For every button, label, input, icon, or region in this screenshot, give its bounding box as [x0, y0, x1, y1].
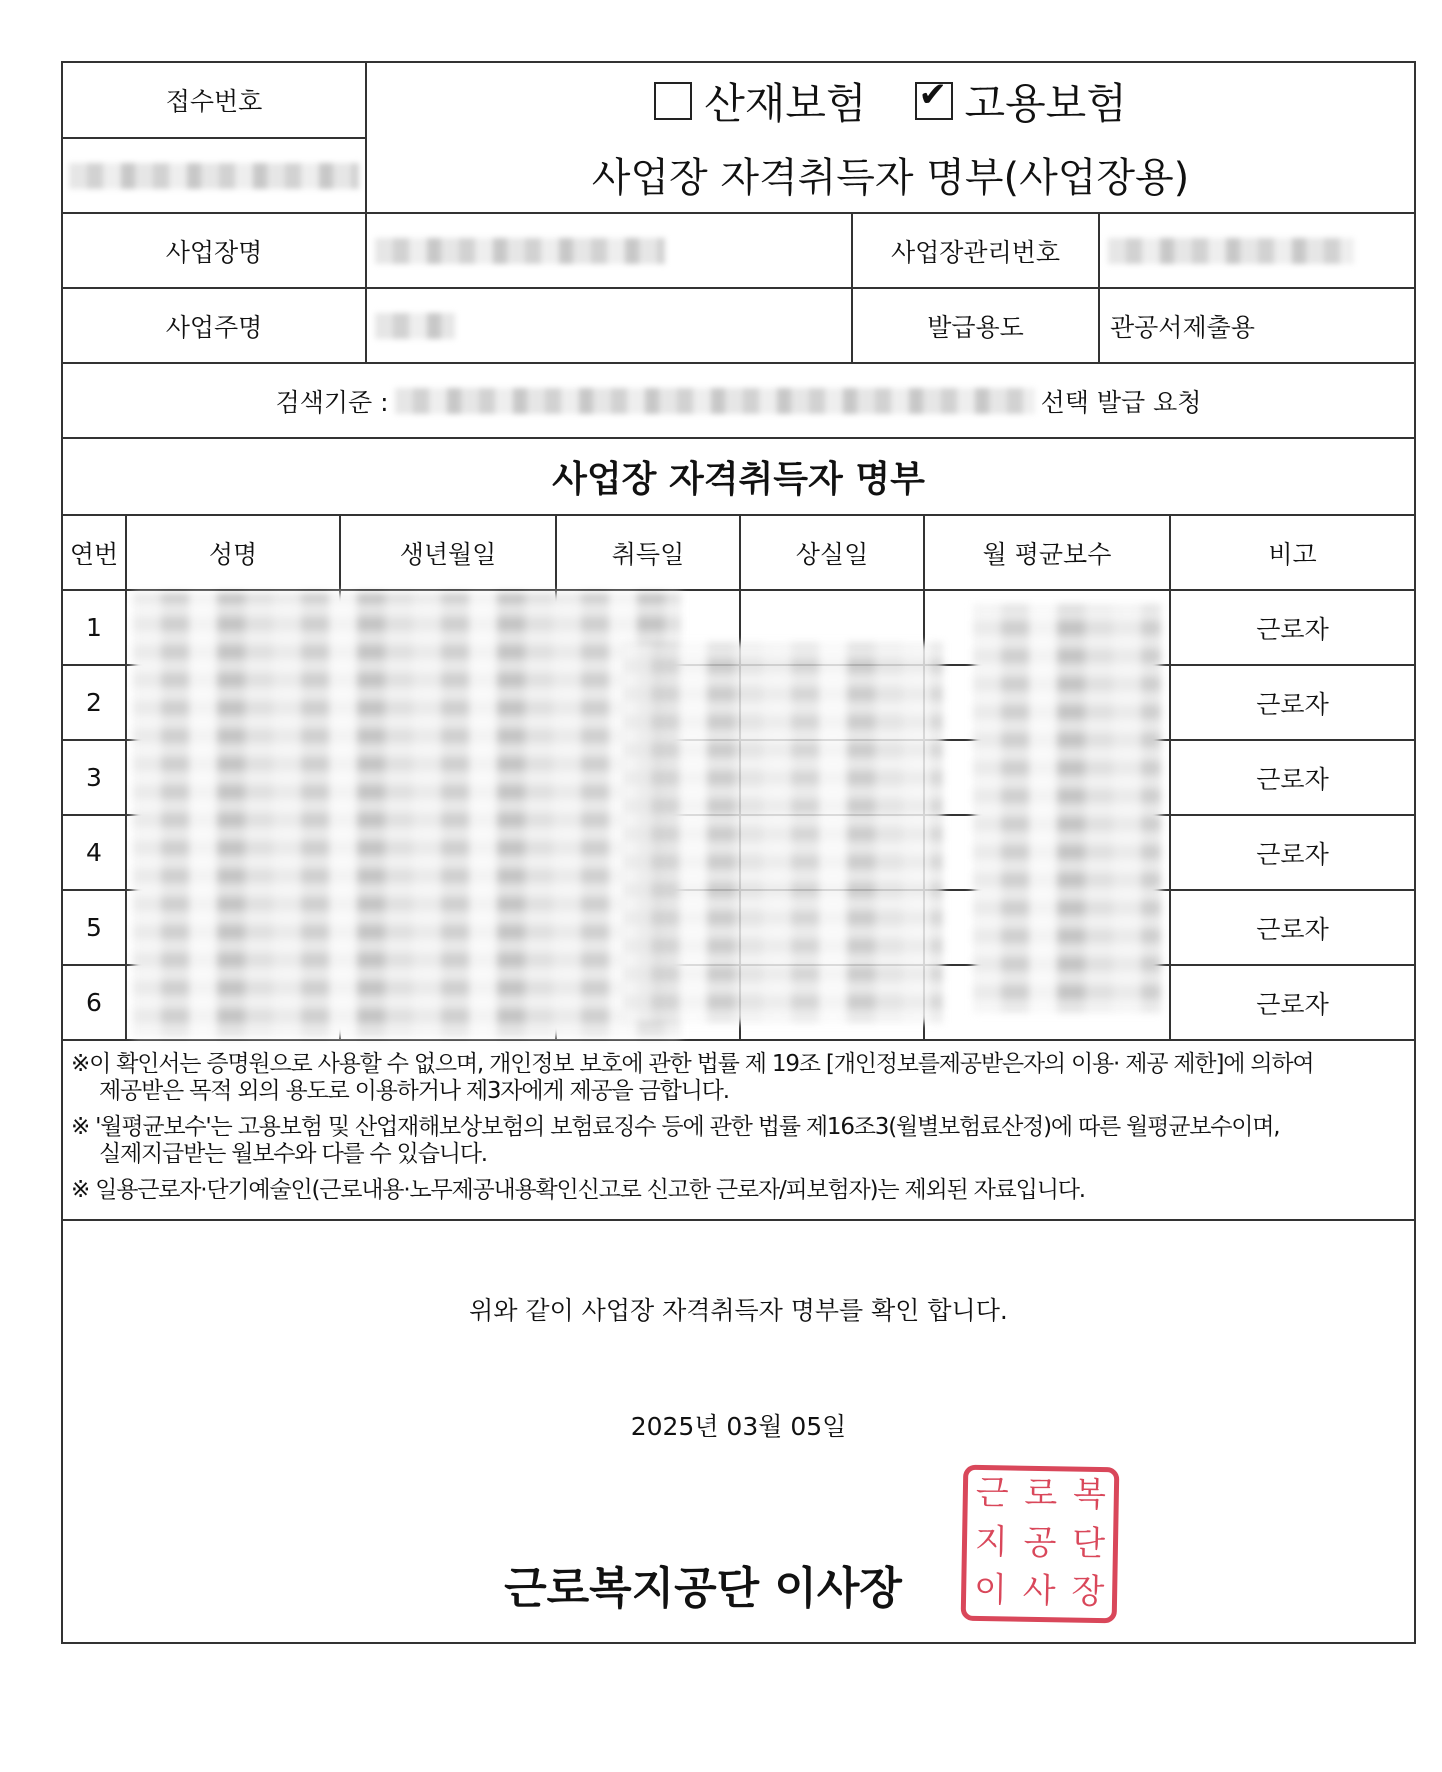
issue-date: 2025년 03월 05일 — [630, 1412, 847, 1441]
table-row-number: 1 — [86, 613, 102, 642]
issuer-name: 근로복지공단 이사장 — [504, 1563, 902, 1614]
search-criteria-prefix: 검색기준 : — [275, 387, 389, 417]
employment-insurance-label: 고용보험 — [964, 79, 1127, 128]
table-row-remark: 근로자 — [1256, 764, 1329, 794]
table-row-number: 5 — [86, 913, 102, 942]
redacted-search-range — [395, 388, 1035, 414]
issue-purpose-label: 발급용도 — [927, 312, 1024, 342]
table-row-remark: 근로자 — [1256, 989, 1329, 1019]
table-row-remark: 근로자 — [1256, 614, 1329, 644]
column-header-name: 성명 — [208, 539, 258, 569]
receipt-number-label: 접수번호 — [165, 87, 263, 116]
note-privacy-line2: 제공받은 목적 외의 용도로 이용하거나 제3자에게 제공을 금합니다. — [99, 1078, 729, 1104]
redacted-area — [69, 163, 359, 189]
redacted-personal-data — [623, 643, 943, 1023]
note-average-pay — [71, 1114, 1279, 1168]
column-header-birthdate: 생년월일 — [399, 539, 497, 569]
note-privacy-line1: ※이 확인서는 증명원으로 사용할 수 없으며, 개인정보 보호에 관한 법률 제 19조 [개인정보를제공받은자의 이용· 제공 제한]에 의하여 — [71, 1051, 1314, 1077]
redacted-area — [1108, 238, 1354, 264]
note-exclusion — [71, 1177, 1085, 1204]
note-average-pay-line2: 실제지급받는 월보수와 다를 수 있습니다. — [99, 1141, 487, 1167]
official-seal-stamp: 근 로 복 지 공 단 이 사 장 — [961, 1465, 1120, 1624]
industrial-accident-checkbox — [654, 71, 866, 131]
checked-box-icon — [915, 75, 953, 120]
roster-section-title: 사업장 자격취득자 명부 — [552, 459, 925, 500]
business-name-value — [367, 214, 851, 287]
table-row-number: 2 — [86, 688, 102, 717]
business-name-label: 사업장명 — [165, 237, 263, 267]
document-title: 사업장 자격취득자 명부(사업장용) — [591, 155, 1190, 201]
search-criteria-suffix: 선택 발급 요청 — [1040, 387, 1202, 417]
certificate-document — [61, 61, 1416, 1644]
table-row-number: 6 — [86, 988, 102, 1017]
redacted-area — [375, 238, 665, 264]
owner-name-value — [367, 289, 851, 362]
divider — [63, 1219, 1414, 1221]
table-row-remark: 근로자 — [1256, 689, 1329, 719]
table-row-remark: 근로자 — [1256, 839, 1329, 869]
insurance-type-row — [367, 67, 1414, 135]
column-header-remark: 비고 — [1268, 539, 1317, 569]
confirmation-text: 위와 같이 사업장 자격취득자 명부를 확인 합니다. — [469, 1296, 1008, 1325]
table-row-number: 4 — [86, 838, 102, 867]
note-privacy — [71, 1051, 1313, 1105]
column-header-avg-pay: 월 평균보수 — [982, 539, 1112, 569]
note-exclusion-line1: ※ 일용근로자·단기예술인(근로내용·노무제공내용확인신고로 신고한 근로자/피보험자)는 제외된 자료입니다. — [71, 1177, 1085, 1203]
column-header-lost-date: 상실일 — [795, 539, 869, 569]
redacted-pay-data — [973, 605, 1161, 1013]
unchecked-box-icon — [654, 82, 692, 120]
check-mark-icon: ✔ — [918, 75, 947, 115]
receipt-number-value — [63, 139, 365, 212]
search-criteria — [63, 364, 1414, 437]
business-mgmt-number-value — [1100, 214, 1414, 287]
owner-name-label: 사업주명 — [165, 312, 263, 342]
note-average-pay-line1: ※ '월평균보수'는 고용보험 및 산업재해보상보험의 보험료징수 등에 관한 법률 제16조3(월별보험료산정)에 따른 월평균보수이며, — [71, 1114, 1280, 1140]
redacted-area — [375, 313, 455, 339]
employment-insurance-checkbox — [915, 71, 1127, 131]
table-row-number: 3 — [86, 763, 102, 792]
issue-purpose-value: 관공서제출용 — [1110, 312, 1255, 342]
table-row-remark: 근로자 — [1256, 914, 1329, 944]
industrial-accident-label: 산재보험 — [704, 79, 867, 128]
business-mgmt-number-label: 사업장관리번호 — [890, 237, 1061, 267]
divider — [63, 1039, 1414, 1041]
redacted-personal-data — [133, 593, 681, 1037]
divider — [125, 514, 127, 1039]
column-header-acquired-date: 취득일 — [611, 539, 685, 569]
column-header-no: 연번 — [69, 539, 119, 569]
